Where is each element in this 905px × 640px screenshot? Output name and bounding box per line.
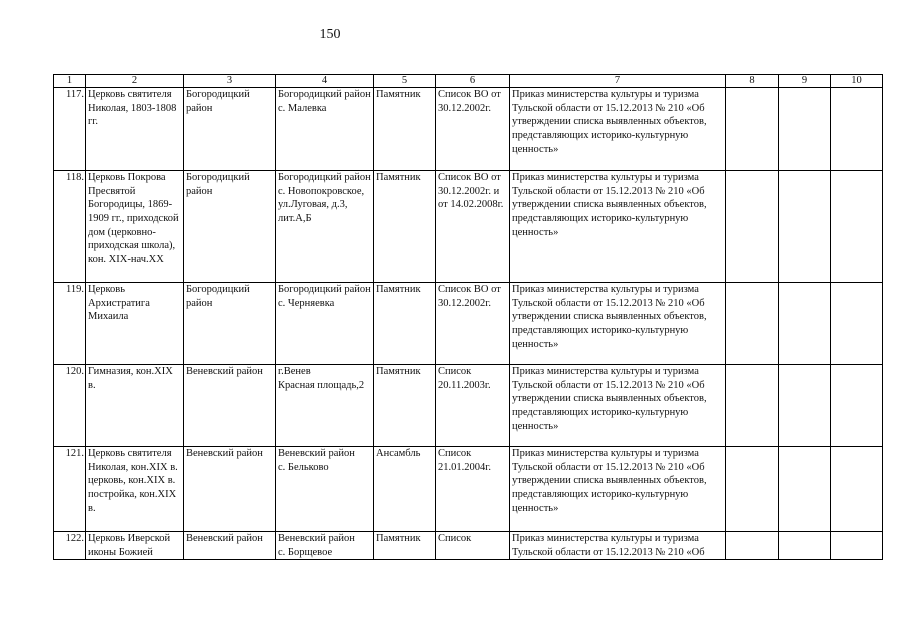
table-row	[54, 88, 883, 171]
address: Богородицкий район с. Малевка	[276, 88, 374, 171]
address: Веневский район с. Борщевое	[276, 532, 374, 560]
object-type: Памятник	[374, 365, 436, 447]
column-8-cell	[726, 365, 779, 447]
column-10-cell	[831, 447, 883, 532]
column-8-cell	[726, 447, 779, 532]
page-number: 150	[319, 27, 341, 42]
column-9-cell	[779, 171, 831, 283]
list-reference: Список 21.01.2004г.	[436, 447, 510, 532]
row-number: 118.	[54, 171, 86, 283]
column-10-cell	[831, 171, 883, 283]
object-type: Памятник	[374, 532, 436, 560]
column-9-cell	[779, 88, 831, 171]
column-9-cell	[779, 283, 831, 365]
column-header: 6	[436, 75, 510, 88]
column-8-cell	[726, 283, 779, 365]
district: Богородицкий район	[184, 283, 276, 365]
column-header: 10	[831, 75, 883, 88]
column-8-cell	[726, 171, 779, 283]
list-reference: Список ВО от 30.12.2002г.	[436, 283, 510, 365]
order-reference: Приказ министерства культуры и туризма Тульской области от 15.12.2013 № 210 «Об утверждении списка выявленных объектов, представляющих историко-культурную ценность»	[510, 365, 726, 447]
object-type: Памятник	[374, 283, 436, 365]
column-10-cell	[831, 365, 883, 447]
table-row	[54, 283, 883, 365]
column-9-cell	[779, 365, 831, 447]
district: Веневский район	[184, 447, 276, 532]
object-name: Гимназия, кон.XIX в.	[86, 365, 184, 447]
district: Богородицкий район	[184, 88, 276, 171]
column-header: 9	[779, 75, 831, 88]
district: Веневский район	[184, 532, 276, 560]
table-row	[54, 447, 883, 532]
object-name: Церковь святителя Николая, 1803-1808 гг.	[86, 88, 184, 171]
row-number: 119.	[54, 283, 86, 365]
column-10-cell	[831, 532, 883, 560]
order-reference: Приказ министерства культуры и туризма Тульской области от 15.12.2013 № 210 «Об утверждении списка выявленных объектов, представляющих историко-культурную ценность»	[510, 171, 726, 283]
list-reference: Список ВО от 30.12.2002г. и от 14.02.2008г.	[436, 171, 510, 283]
order-reference: Приказ министерства культуры и туризма Тульской области от 15.12.2013 № 210 «Об утверждении списка выявленных объектов, представляющих историко-культурную ценность»	[510, 447, 726, 532]
row-number: 120.	[54, 365, 86, 447]
order-reference: Приказ министерства культуры и туризма Тульской области от 15.12.2013 № 210 «Об	[510, 532, 726, 560]
object-type: Ансамбль	[374, 447, 436, 532]
column-9-cell	[779, 532, 831, 560]
row-number: 121.	[54, 447, 86, 532]
column-header: 5	[374, 75, 436, 88]
column-10-cell	[831, 88, 883, 171]
list-reference: Список	[436, 532, 510, 560]
column-8-cell	[726, 532, 779, 560]
address: Богородицкий район с. Новопокровское, ул.Луговая, д.3, лит.А,Б	[276, 171, 374, 283]
object-name: Церковь Архистратига Михаила	[86, 283, 184, 365]
address: Веневский район с. Бельково	[276, 447, 374, 532]
district: Богородицкий район	[184, 171, 276, 283]
column-header: 1	[54, 75, 86, 88]
heritage-registry-table	[53, 74, 883, 560]
row-number: 117.	[54, 88, 86, 171]
column-9-cell	[779, 447, 831, 532]
object-type: Памятник	[374, 88, 436, 171]
column-8-cell	[726, 88, 779, 171]
column-header: 3	[184, 75, 276, 88]
order-reference: Приказ министерства культуры и туризма Тульской области от 15.12.2013 № 210 «Об утверждении списка выявленных объектов, представляющих историко-культурную ценность»	[510, 88, 726, 171]
object-name: Церковь Покрова Пресвятой Богородицы, 1869-1909 гг., приходской дом (церковно-приходская школа), кон. XIX-нач.XX	[86, 171, 184, 283]
column-header: 7	[510, 75, 726, 88]
table-row	[54, 532, 883, 560]
column-10-cell	[831, 283, 883, 365]
column-header: 2	[86, 75, 184, 88]
header-row	[54, 75, 883, 88]
row-number: 122.	[54, 532, 86, 560]
order-reference: Приказ министерства культуры и туризма Тульской области от 15.12.2013 № 210 «Об утверждении списка выявленных объектов, представляющих историко-культурную ценность»	[510, 283, 726, 365]
column-header: 8	[726, 75, 779, 88]
object-name: Церковь Иверской иконы Божией	[86, 532, 184, 560]
list-reference: Список ВО от 30.12.2002г.	[436, 88, 510, 171]
column-header: 4	[276, 75, 374, 88]
list-reference: Список 20.11.2003г.	[436, 365, 510, 447]
object-type: Памятник	[374, 171, 436, 283]
object-name: Церковь святителя Николая, кон.XIX в. церковь, кон.XIX в. постройка, кон.XIX в.	[86, 447, 184, 532]
table-row	[54, 365, 883, 447]
address: г.Венев Красная площадь,2	[276, 365, 374, 447]
table-row	[54, 171, 883, 283]
district: Веневский район	[184, 365, 276, 447]
address: Богородицкий район с. Черняевка	[276, 283, 374, 365]
